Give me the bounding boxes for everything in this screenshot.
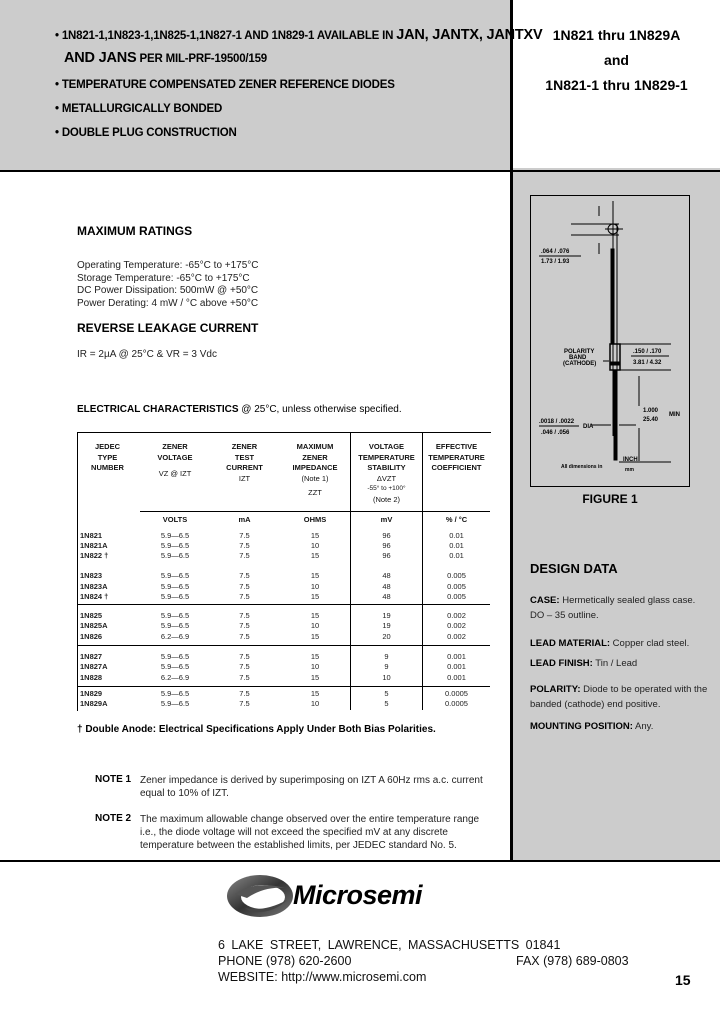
- table-cell: 7.5: [239, 571, 250, 580]
- table-cell: 15: [310, 551, 320, 560]
- units-note: All dimensions in: [561, 464, 603, 470]
- table-cell: 15: [310, 652, 320, 661]
- table-cell: 5.9—6.5: [160, 571, 190, 580]
- table-cell: 0.002: [447, 632, 466, 641]
- table-cell: 7.5: [239, 621, 250, 630]
- rating-operating-temp: Operating Temperature: -65°C to +175°C: [77, 260, 259, 271]
- table-cell: 10: [382, 673, 391, 682]
- table-cell: 0.005: [447, 582, 466, 591]
- dim-dia-mm-label: .046 / .056: [541, 430, 570, 436]
- table-cell: 5.9—6.5: [160, 699, 190, 708]
- table-cell: 15: [310, 611, 320, 620]
- table-row-type-number: 1N823: [80, 571, 103, 580]
- dim-body-label: .150 / .170: [633, 349, 662, 355]
- design-data-polarity: POLARITY: Diode to be operated with the banded (cathode) end positive.: [530, 684, 708, 710]
- table-row-type-number: 1N821: [80, 531, 103, 540]
- design-data-case: CASE: Hermetically sealed glass case. DO – 35 outline.: [530, 595, 696, 621]
- table-cell: 15: [310, 689, 320, 698]
- table-cell: 0.005: [447, 571, 466, 580]
- unit-ohms: OHMS: [303, 515, 327, 524]
- table-cell: 5.9—6.5: [160, 551, 190, 560]
- table-cell: 0.01: [449, 551, 464, 560]
- table-row-type-number: 1N825A: [80, 621, 108, 630]
- rating-power-dissipation: DC Power Dissipation: 500mW @ +50°C: [77, 285, 259, 296]
- table-cell: 5.9—6.5: [160, 541, 190, 550]
- table-cell: 7.5: [239, 541, 250, 550]
- table-cell: 0.001: [447, 673, 466, 682]
- table-row-type-number: 1N824 †: [80, 592, 109, 601]
- table-cell: 5.9—6.5: [160, 662, 190, 671]
- table-row-type-number: 1N821A: [80, 541, 108, 550]
- table-cell: 7.5: [239, 611, 250, 620]
- table-cell: 0.005: [447, 592, 466, 601]
- note-1-label: NOTE 1: [95, 774, 132, 785]
- feature-bullet-4: • DOUBLE PLUG CONSTRUCTION: [55, 127, 237, 139]
- table-cell: 7.5: [239, 652, 250, 661]
- table-cell: 15: [310, 571, 320, 580]
- table-cell: 15: [310, 673, 320, 682]
- table-cell: 0.002: [447, 621, 466, 630]
- table-cell: 0.001: [447, 662, 466, 671]
- header-effective-temp-coefficient: EFFECTIVE TEMPERATURE COEFFICIENT: [428, 442, 485, 472]
- table-cell: 7.5: [239, 699, 250, 708]
- table-cell: 0.001: [447, 652, 466, 661]
- dim-lead-label: 1.000: [643, 408, 659, 414]
- table-cell: 0.01: [449, 541, 464, 550]
- table-cell: 0.0005: [445, 689, 468, 698]
- table-group-divider: [77, 686, 490, 687]
- brand-name: Microsemi: [293, 880, 423, 910]
- unit-percent-per-c: % / °C: [445, 515, 468, 524]
- part-title-line1: 1N821 thru 1N829A: [552, 27, 681, 43]
- table-row-type-number: 1N823A: [80, 582, 108, 591]
- cathode-label: (CATHODE): [563, 361, 597, 367]
- company-address: 6 LAKE STREET, LAWRENCE, MASSACHUSETTS 01841: [218, 938, 561, 952]
- table-row-type-number: 1N829A: [80, 699, 108, 708]
- footer-divider: [0, 860, 720, 862]
- table-cell: 10: [310, 699, 320, 708]
- table-cell: 6.2—6.9: [160, 632, 190, 641]
- part-title-line2: and: [604, 52, 629, 68]
- band-label: BAND: [569, 355, 587, 361]
- table-cell: 5.9—6.5: [160, 621, 190, 630]
- table-cell: 48: [382, 582, 391, 591]
- table-cell: 5.9—6.5: [160, 689, 190, 698]
- table-cell: 15: [310, 632, 320, 641]
- table-row-type-number: 1N829: [80, 689, 103, 698]
- table-row-type-number: 1N825: [80, 611, 103, 620]
- reverse-leakage-text: IR = 2µA @ 25°C & VR = 3 Vdc: [77, 349, 217, 360]
- figure-1-drawing: [530, 195, 690, 487]
- double-anode-footnote: † Double Anode: Electrical Specifications Apply Under Both Bias Polarities.: [77, 724, 436, 735]
- table-cell: 0.002: [447, 611, 466, 620]
- units-mm: mm: [625, 467, 634, 473]
- table-cell: 7.5: [239, 689, 250, 698]
- table-row-type-number: 1N827A: [80, 662, 108, 671]
- note-2-label: NOTE 2: [95, 813, 132, 824]
- table-cell: 15: [310, 592, 320, 601]
- table-cell: 5.9—6.5: [160, 652, 190, 661]
- table-cell: 15: [310, 531, 320, 540]
- dim-dia-label: .0018 / .0022: [539, 419, 575, 425]
- table-row-type-number: 1N827: [80, 652, 103, 661]
- table-cell: 5.9—6.5: [160, 531, 190, 540]
- company-phone: PHONE (978) 620-2600: [218, 954, 352, 968]
- dim-body-mm-label: 3.81 / 4.32: [633, 360, 662, 366]
- feature-bullet-2: • TEMPERATURE COMPENSATED ZENER REFERENCE DIODES: [55, 79, 395, 91]
- rating-storage-temp: Storage Temperature: -65°C to +175°C: [77, 272, 250, 284]
- table-cell: 7.5: [239, 582, 250, 591]
- table-row-type-number: 1N826: [80, 632, 103, 641]
- page-number: 15: [675, 972, 691, 988]
- vertical-divider: [510, 0, 513, 862]
- max-ratings-title: MAXIMUM RATINGS: [77, 224, 193, 238]
- feature-bullet-1-cont: AND JANS PER MIL-PRF-19500/159: [64, 50, 267, 66]
- electrical-title: ELECTRICAL CHARACTERISTICS @ 25°C, unless otherwise specified.: [77, 404, 402, 415]
- table-cell: 48: [382, 592, 391, 601]
- table-cell: 20: [382, 632, 391, 641]
- table-group-divider: [77, 604, 490, 605]
- figure-caption: FIGURE 1: [582, 492, 638, 506]
- feature-bullet-1: • 1N821-1,1N823-1,1N825-1,1N827-1 AND 1N829-1 AVAILABLE IN JAN, JANTX, JANTXV: [55, 27, 543, 43]
- table-row-type-number: 1N822 †: [80, 551, 109, 560]
- table-cell: 9: [384, 662, 389, 671]
- microsemi-logo: [225, 872, 435, 920]
- design-data-lead-finish: LEAD FINISH: Tin / Lead: [530, 658, 638, 669]
- dim-top-label: .064 / .076: [541, 249, 570, 255]
- table-cell: 96: [382, 551, 391, 560]
- table-cell: 19: [382, 621, 391, 630]
- table-cell: 7.5: [239, 662, 250, 671]
- table-cell: 6.2—6.9: [160, 673, 190, 682]
- table-units-divider: [140, 511, 490, 512]
- company-fax: FAX (978) 689-0803: [516, 954, 629, 968]
- table-cell: 0.0005: [445, 699, 468, 708]
- table-cell: 96: [382, 541, 391, 550]
- design-data-lead-material: LEAD MATERIAL: Copper clad steel.: [530, 638, 690, 649]
- table-cell: 19: [382, 611, 391, 620]
- table-cell: 7.5: [239, 592, 250, 601]
- units-inch: INCH: [623, 457, 638, 463]
- header-zener-voltage: ZENER VOLTAGE VZ @ IZT: [157, 442, 193, 478]
- table-cell: 7.5: [239, 531, 250, 540]
- unit-ma: mA: [238, 515, 251, 524]
- note-1-text: Zener impedance is derived by superimposing on IZT A 60Hz rms a.c. current equal to 10% of IZT.: [140, 775, 483, 799]
- header-divider: [0, 170, 720, 172]
- table-row-type-number: 1N828: [80, 673, 103, 682]
- part-title-line3: 1N821-1 thru 1N829-1: [545, 77, 688, 93]
- rating-power-derating: Power Derating: 4 mW / °C above +50°C: [77, 297, 259, 309]
- note-2-text: The maximum allowable change observed over the entire temperature range i.e., the diode voltage will not exceed the specified mV at any discrete temperature between the established limits, per JEDEC standard No. 5.: [140, 814, 480, 851]
- table-cell: 7.5: [239, 632, 250, 641]
- header-voltage-temp-stability: VOLTAGE TEMPERATURE STABILITY ΔVZT -55° to +100° (Note 2): [358, 442, 415, 504]
- unit-mv: mV: [380, 515, 393, 524]
- table-cell: 9: [384, 652, 389, 661]
- company-website[interactable]: WEBSITE: http://www.microsemi.com: [218, 970, 427, 984]
- table-cell: 5: [384, 689, 389, 698]
- dia-label: DIA: [583, 424, 594, 430]
- dim-lead-mm-label: 25.40: [643, 417, 659, 423]
- table-cell: 10: [310, 582, 320, 591]
- dim-top-mm-label: 1.73 / 1.93: [541, 259, 570, 265]
- table-cell: 5.9—6.5: [160, 592, 190, 601]
- table-cell: 5.9—6.5: [160, 611, 190, 620]
- feature-bullet-3: • METALLURGICALLY BONDED: [55, 103, 223, 115]
- microsemi-logo-icon: [225, 872, 295, 920]
- table-cell: 48: [382, 571, 391, 580]
- unit-volts: VOLTS: [162, 515, 188, 524]
- table-cell: 5: [384, 699, 389, 708]
- table-cell: 7.5: [239, 673, 250, 682]
- table-group-divider: [77, 645, 490, 646]
- polarity-label: POLARITY: [564, 349, 595, 355]
- table-cell: 96: [382, 531, 391, 540]
- table-cell: 10: [310, 621, 320, 630]
- header-jedec-type: JEDEC TYPE NUMBER: [91, 442, 124, 472]
- table-cell: 5.9—6.5: [160, 582, 190, 591]
- design-data-mounting-position: MOUNTING POSITION: Any.: [530, 721, 654, 732]
- table-cell: 0.01: [449, 531, 464, 540]
- header-zener-test-current: ZENER TEST CURRENT IZT: [226, 442, 263, 483]
- design-data-title: DESIGN DATA: [530, 561, 618, 576]
- max-ratings-list: [77, 260, 259, 310]
- header-max-zener-impedance: MAXIMUM ZENER IMPEDANCE (Note 1) ZZT: [292, 442, 338, 497]
- table-cell: 10: [310, 541, 320, 550]
- do35-outline-diagram: [531, 196, 689, 486]
- table-cell: 10: [310, 662, 320, 671]
- dim-lead-min-label: MIN: [669, 412, 680, 418]
- table-cell: 7.5: [239, 551, 250, 560]
- reverse-leakage-title: REVERSE LEAKAGE CURRENT: [77, 321, 259, 335]
